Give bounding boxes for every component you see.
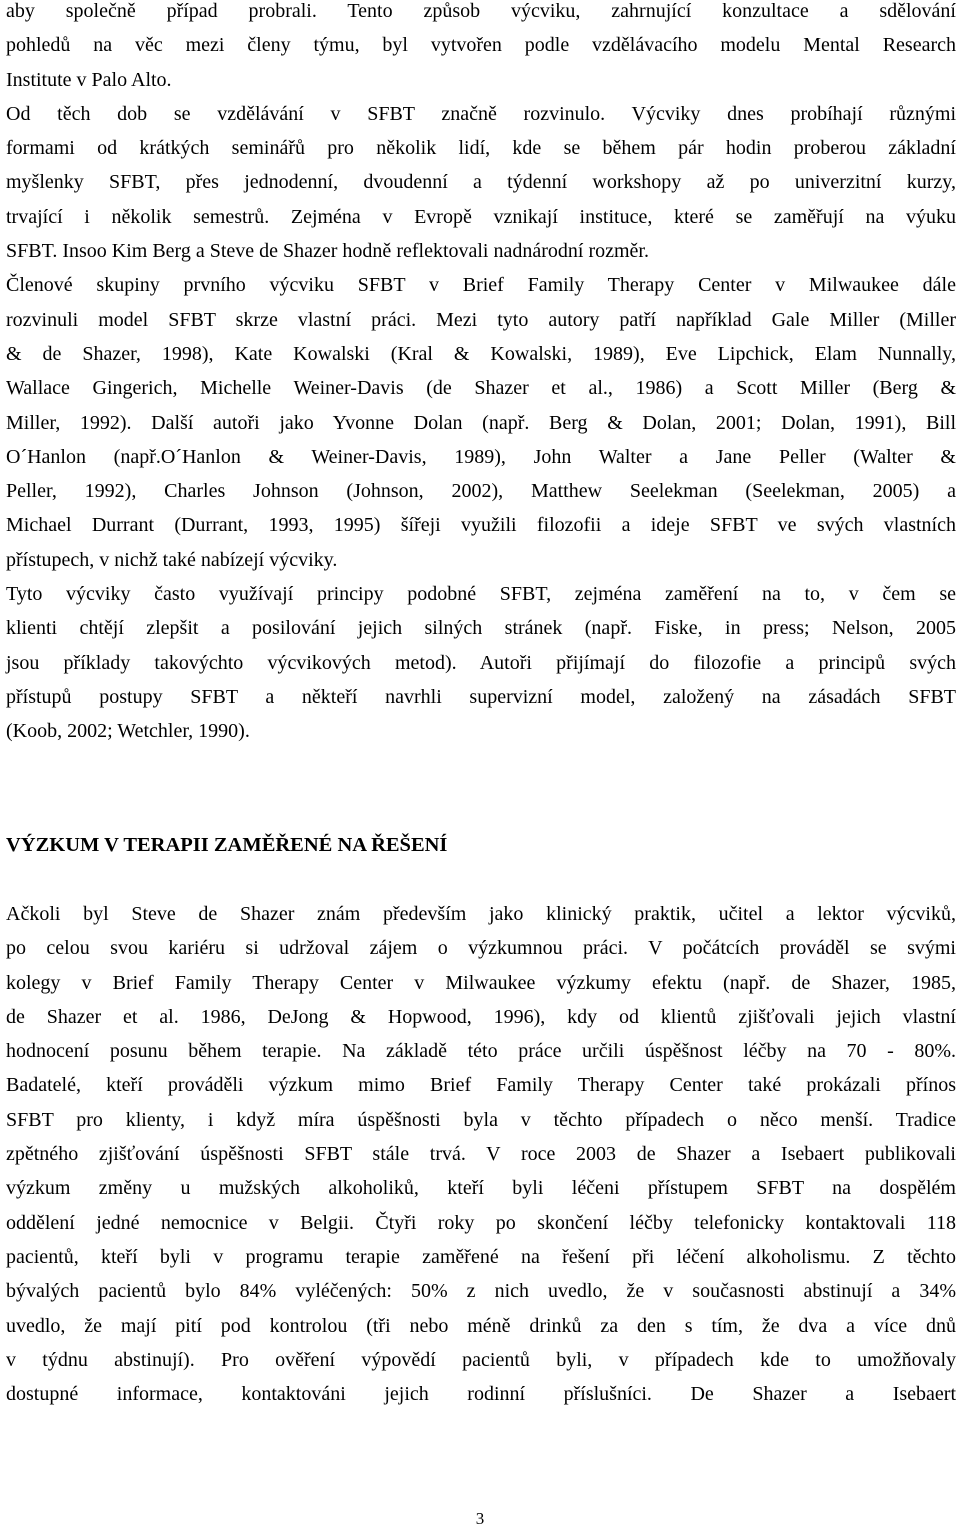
research-section bbox=[6, 897, 956, 1411]
text-line: dostupné informace, kontaktováni jejich rodinní příslušníci. De Shazer a Isebaert bbox=[6, 1383, 956, 1406]
page-number: 3 bbox=[475, 1509, 485, 1528]
text-line: oddělení jedné nemocnice v Belgii. Čtyři roky po skončení léčby telefonicky kontaktovali 118 bbox=[6, 1211, 956, 1234]
text-line: Institute v Palo Alto. bbox=[6, 68, 172, 91]
text-line: & de Shazer, 1998), Kate Kowalski (Kral & Kowalski, 1989), Eve Lipchick, Elam Nunnally, bbox=[6, 342, 956, 365]
text-line: Badatelé, kteří prováděli výzkum mimo Brief Family Therapy Center také prokázali přínos bbox=[6, 1074, 956, 1097]
text-line: Miller, 1992). Další autoři jako Yvonne Dolan (např. Berg & Dolan, 2001; Dolan, 1991), Bill bbox=[6, 411, 956, 434]
text-line: Peller, 1992), Charles Johnson (Johnson, 2002), Matthew Seelekman (Seelekman, 2005) a bbox=[6, 480, 956, 503]
text-line: rozvinuli model SFBT skrze vlastní práci. Mezi tyto autory patří například Gale Miller (Miller bbox=[6, 308, 956, 331]
text-line: O´Hanlon (např.O´Hanlon & Weiner-Davis, 1989), John Walter a Jane Peller (Walter & bbox=[6, 445, 956, 468]
text-line: de Shazer et al. 1986, DeJong & Hopwood, 1996), kdy od klientů zjišťovali jejich vlastní bbox=[6, 1005, 956, 1028]
text-line: (Koob, 2002; Wetchler, 1990). bbox=[6, 720, 250, 743]
text-line: Ačkoli byl Steve de Shazer znám především jako klinický praktik, učitel a lektor výcviků, bbox=[6, 903, 956, 925]
text-line: aby společně případ probrali. Tento způsob výcviku, zahrnující konzultace a sdělování bbox=[6, 0, 956, 22]
text-line: pacientů, kteří byli v programu terapie zaměřené na řešení při léčení alkoholismu. Z těchto bbox=[6, 1245, 956, 1268]
text-line: po celou svou kariéru si udržoval zájem o výzkumnou práci. V počátcích prováděl se svými bbox=[6, 937, 956, 960]
text-line: jsou příklady takovýchto výcvikových metod). Autoři přijímají do filozofie a principů svých bbox=[6, 651, 956, 674]
text-line: Michael Durrant (Durrant, 1993, 1995) šířeji využili filozofii a ideje SFBT ve svých vlastních bbox=[6, 514, 956, 537]
text-line: SFBT. Insoo Kim Berg a Steve de Shazer hodně reflektovali nadnárodní rozměr. bbox=[6, 240, 649, 263]
text-line: Členové skupiny prvního výcviku SFBT v Brief Family Therapy Center v Milwaukee dále bbox=[6, 274, 956, 297]
text-line: uvedlo, že mají pití pod kontrolou (tři nebo méně drinků za den s tím, že dva a více dnů bbox=[6, 1314, 956, 1337]
text-line: přístupech, v nichž také nabízejí výcviky. bbox=[6, 548, 338, 571]
text-line: Tyto výcviky často využívají principy podobné SFBT, zejména zaměření na to, v čem se bbox=[6, 583, 956, 606]
text-line: formami od krátkých seminářů pro několik lidí, kde se během pár hodin proberou základní bbox=[6, 137, 956, 160]
text-line: pohledů na věc mezi členy týmu, byl vytvořen podle vzdělávacího modelu Mental Research bbox=[6, 34, 956, 57]
section-heading: VÝZKUM V TERAPII ZAMĚŘENÉ NA ŘEŠENÍ bbox=[6, 834, 448, 856]
text-line: v týdnu abstinují). Pro ověření výpovědí pacientů byli, v případech kde to umožňovaly bbox=[6, 1348, 956, 1371]
intro-section bbox=[6, 0, 956, 749]
text-line: myšlenky SFBT, přes jednodenní, dvoudenní a týdenní workshopy až po univerzitní kurzy, bbox=[6, 171, 956, 194]
text-line: Od těch dob se vzdělávání v SFBT značně rozvinulo. Výcviky dnes probíhají různými bbox=[6, 102, 956, 125]
text-line: SFBT pro klienty, i když míra úspěšnosti byla v těchto případech o něco menší. Tradice bbox=[6, 1108, 956, 1131]
text-line: výzkum změny u mužských alkoholiků, kteří byli léčeni přístupem SFBT na dospělém bbox=[6, 1177, 956, 1200]
text-line: Wallace Gingerich, Michelle Weiner-Davis (de Shazer et al., 1986) a Scott Miller (Berg & bbox=[6, 377, 956, 400]
text-line: přístupů postupy SFBT a někteří navrhli supervizní model, založený na zásadách SFBT bbox=[6, 685, 956, 708]
text-line: zpětného zjišťování úspěšnosti SFBT stále trvá. V roce 2003 de Shazer a Isebaert publikovali bbox=[6, 1143, 956, 1166]
text-line: klienti chtějí zlepšit a posilování jejich silných stránek (např. Fiske, in press; Nelson, 2005 bbox=[6, 617, 956, 640]
text-line: hodnocení posunu během terapie. Na základě této práce určili úspěšnost léčby na 70 - 80%. bbox=[6, 1040, 956, 1063]
text-line: trvající i několik semestrů. Zejména v Evropě vznikají instituce, které se zaměřují na výuku bbox=[6, 205, 956, 228]
text-line: bývalých pacientů bylo 84% vyléčených: 50% z nich uvedlo, že v současnosti abstinují a 34% bbox=[6, 1280, 956, 1303]
text-line: kolegy v Brief Family Therapy Center v Milwaukee výzkumy efektu (např. de Shazer, 1985, bbox=[6, 971, 956, 994]
